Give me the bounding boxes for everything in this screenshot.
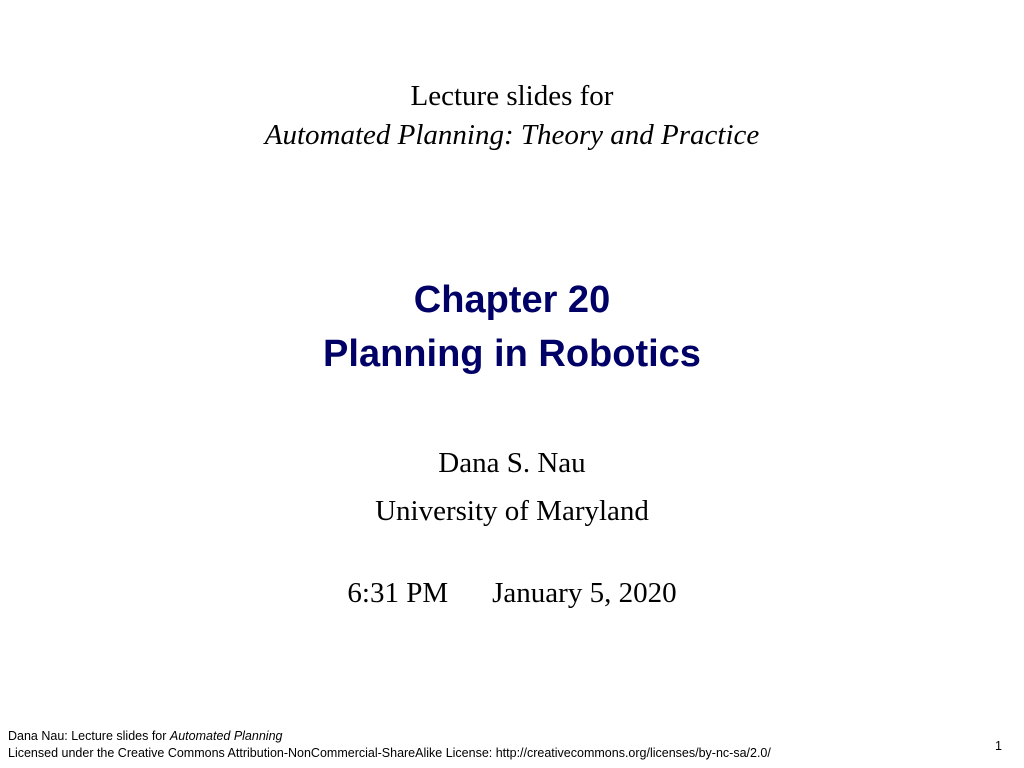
- chapter-title: Planning in Robotics: [323, 333, 701, 375]
- footer-license: Licensed under the Creative Commons Attribution-NonCommercial-ShareAlike License: http://creativecommons.org/licenses/by-nc-sa/2.0/: [8, 746, 771, 760]
- chapter-number: Chapter 20: [413, 279, 611, 321]
- book-title: Automated Planning: Theory and Practice: [264, 119, 760, 151]
- footer-credit-prefix: Dana Nau: Lecture slides for: [8, 729, 170, 743]
- author-name: Dana S. Nau: [438, 447, 586, 479]
- date-time: [0, 577, 1024, 610]
- footer-credit: [8, 729, 282, 743]
- footer-credit-book: Automated Planning: [169, 729, 283, 743]
- date-text: January 5, 2020: [492, 577, 677, 609]
- time-text: 6:31 PM: [347, 577, 449, 609]
- page-number: 1: [995, 739, 1002, 753]
- slides-header-line1: Lecture slides for: [410, 80, 614, 112]
- author-affiliation: University of Maryland: [375, 495, 649, 527]
